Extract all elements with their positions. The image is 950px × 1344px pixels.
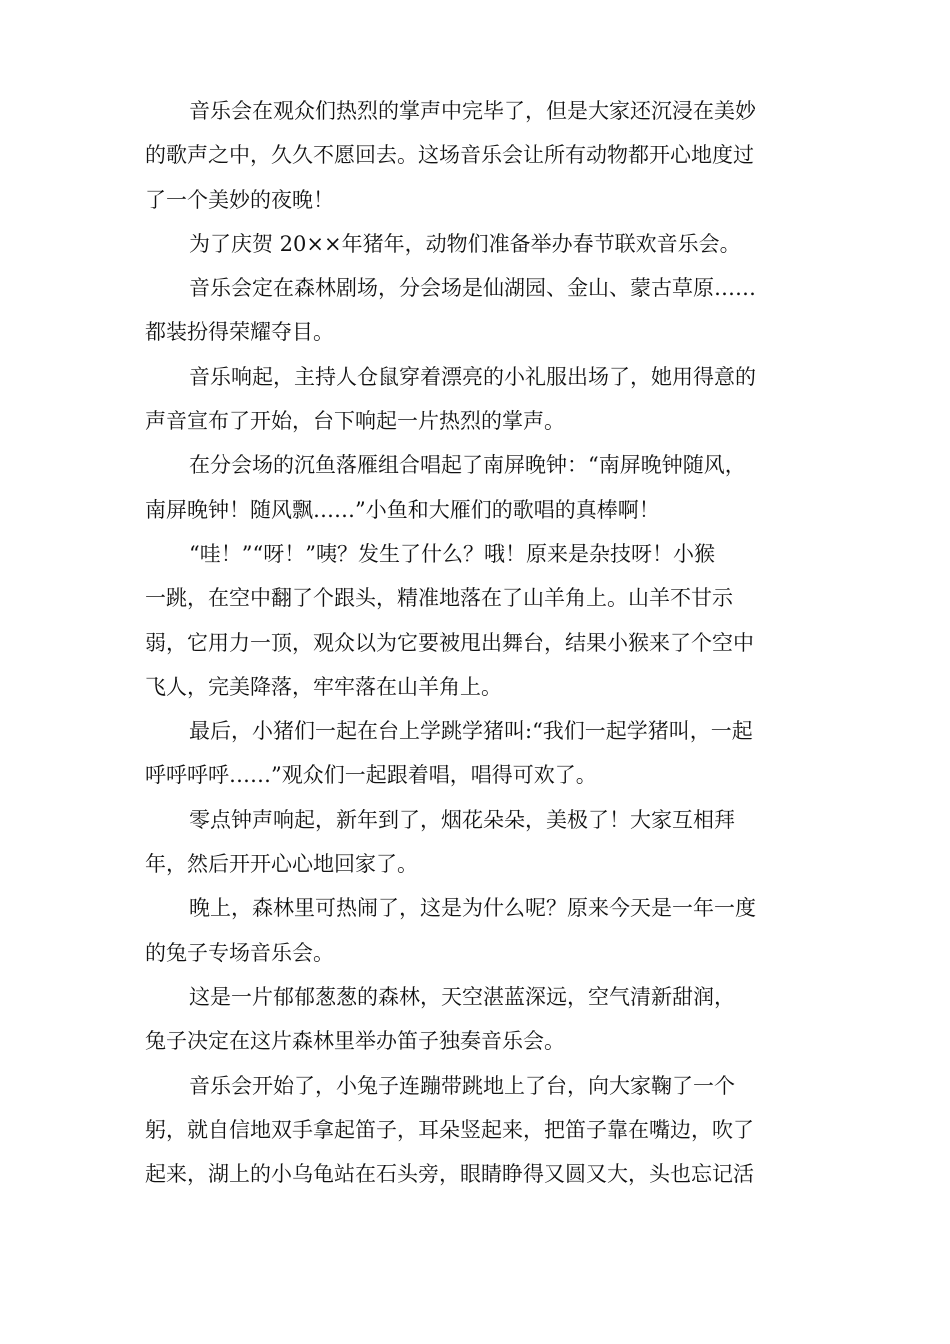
paragraph [145, 222, 810, 266]
text-line: 最后，小猪们一起在台上学跳学猪叫:“我们一起学猪叫，一起 [189, 719, 753, 744]
text-line: 音乐会开始了，小兔子连蹦带跳地上了台，向大家鞠了一个 [189, 1073, 735, 1098]
text-line: 在分会场的沉鱼落雁组合唱起了南屏晚钟：“南屏晚钟随风， [189, 453, 746, 478]
text-line: 兔子决定在这片森林里举办笛子独奏音乐会。 [145, 1029, 565, 1054]
text-line: 的兔子专场音乐会。 [145, 940, 334, 965]
text-line: 了一个美妙的夜晚！ [145, 187, 334, 212]
paragraph [145, 89, 810, 222]
text-line: 音乐会在观众们热烈的掌声中完毕了，但是大家还沉浸在美妙 [189, 99, 756, 123]
paragraph [145, 798, 810, 887]
paragraph [145, 443, 810, 532]
text-line: 零点钟声响起，新年到了，烟花朵朵，美极了！大家互相拜 [189, 807, 735, 832]
text-line: 的歌声之中，久久不愿回去。这场音乐会让所有动物都开心地度过 [145, 143, 754, 168]
body-text [145, 89, 810, 1196]
paragraph [145, 532, 810, 709]
paragraph [145, 355, 810, 444]
text-line: 躬，就自信地双手拿起笛子，耳朵竖起来，把笛子靠在嘴边，吹了 [145, 1117, 754, 1142]
text-line: 年，然后开开心心地回家了。 [145, 852, 418, 877]
text-line: 呼呼呼呼……”观众们一起跟着唱，唱得可欢了。 [145, 763, 597, 788]
text-line: 弱，它用力一顶，观众以为它要被甩出舞台，结果小猴来了个空中 [145, 630, 754, 655]
text-line: 一跳，在空中翻了个跟头，精准地落在了山羊角上。山羊不甘示 [145, 586, 733, 611]
text-line: “哇！”“呀！”咦？发生了什么？哦！原来是杂技呀！小猴 [189, 541, 715, 566]
paragraph [145, 709, 810, 798]
text-line: 飞人，完美降落，牢牢落在山羊角上。 [145, 674, 502, 699]
text-line: 都装扮得荣耀夺目。 [145, 320, 334, 345]
paragraph [145, 975, 810, 1064]
text-line: 为了庆贺 20××年猪年，动物们准备举办春节联欢音乐会。 [189, 231, 741, 256]
text-line: 晚上，森林里可热闹了，这是为什么呢？原来今天是一年一度 [189, 896, 756, 921]
paragraph [145, 886, 810, 975]
text-line: 声音宣布了开始，台下响起一片热烈的掌声。 [145, 409, 565, 434]
text-line: 南屏晚钟！随风飘……”小鱼和大雁们的歌唱的真棒啊！ [145, 497, 660, 522]
paragraph [145, 1064, 810, 1197]
text-line: 这是一片郁郁葱葱的森林，天空湛蓝深远，空气清新甜润， [189, 984, 735, 1009]
text-line: 起来，湖上的小乌龟站在石头旁，眼睛睁得又圆又大，头也忘记活 [145, 1162, 754, 1187]
text-line: 音乐响起，主持人仓鼠穿着漂亮的小礼服出场了，她用得意的 [189, 364, 756, 389]
text-line: 音乐会定在森林剧场，分会场是仙湖园、金山、蒙古草原…… [189, 276, 756, 301]
paragraph [145, 266, 810, 355]
